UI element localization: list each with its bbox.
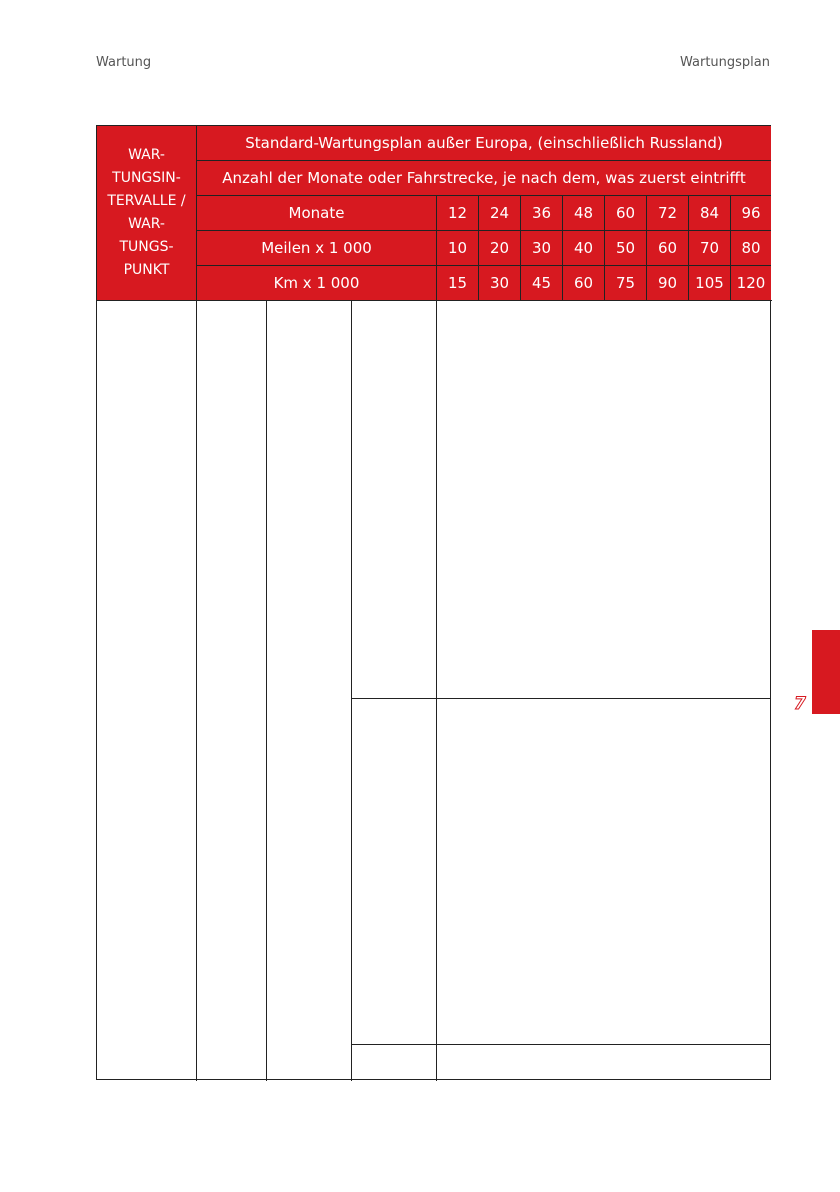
interval-header-line: TUNGS- [119, 239, 174, 255]
km-value: 60 [563, 266, 604, 300]
km-value: 45 [521, 266, 562, 300]
miles-value: 30 [521, 231, 562, 265]
body-column-line [351, 301, 352, 1081]
header-divider [478, 196, 479, 300]
months-value: 96 [731, 196, 771, 230]
miles-value: 70 [689, 231, 730, 265]
interval-header-line: TUNGSIN- [112, 170, 181, 186]
km-value: 105 [689, 266, 730, 300]
months-value: 36 [521, 196, 562, 230]
months-value: 24 [479, 196, 520, 230]
body-row-line [351, 698, 771, 699]
miles-value: 50 [605, 231, 646, 265]
header-divider [196, 160, 771, 161]
months-value: 84 [689, 196, 730, 230]
interval-header-line: WAR- [128, 216, 165, 232]
interval-header-line: TERVALLE / [107, 193, 186, 209]
row-label-miles: Meilen x 1 000 [197, 231, 436, 265]
interval-header-line: PUNKT [123, 262, 170, 278]
schedule-title-cell: Standard-Wartungsplan außer Europa, (einschließlich Russland) [197, 126, 771, 160]
header-divider [604, 196, 605, 300]
miles-value: 10 [437, 231, 478, 265]
body-row-line [351, 1044, 771, 1045]
body-column-line [436, 301, 437, 1081]
header-divider [196, 230, 771, 231]
miles-value: 60 [647, 231, 688, 265]
chapter-tab [812, 630, 840, 714]
running-head-section: Wartung [96, 55, 152, 70]
interval-header-line: WAR- [128, 147, 165, 163]
body-column-line [196, 301, 197, 1081]
miles-value: 40 [563, 231, 604, 265]
header-divider [646, 196, 647, 300]
row-label-km: Km x 1 000 [197, 266, 436, 300]
months-value: 48 [563, 196, 604, 230]
months-value: 12 [437, 196, 478, 230]
header-divider [436, 196, 437, 300]
header-divider [196, 265, 771, 266]
km-value: 90 [647, 266, 688, 300]
months-value: 60 [605, 196, 646, 230]
header-divider [196, 126, 197, 301]
body-column-line [266, 301, 267, 1081]
interval-header-cell [97, 126, 196, 300]
km-value: 30 [479, 266, 520, 300]
row-label-months: Monate [197, 196, 436, 230]
km-value: 120 [731, 266, 771, 300]
miles-value: 80 [731, 231, 771, 265]
schedule-subtitle-cell: Anzahl der Monate oder Fahrstrecke, je nach dem, was zuerst eintrifft [197, 161, 771, 195]
header-divider [520, 196, 521, 300]
body-top-border [97, 300, 772, 301]
header-divider [196, 195, 771, 196]
km-value: 15 [437, 266, 478, 300]
header-divider [688, 196, 689, 300]
running-head-topic: Wartungsplan [679, 55, 770, 70]
chapter-number: 7 [794, 694, 806, 714]
km-value: 75 [605, 266, 646, 300]
miles-value: 20 [479, 231, 520, 265]
header-divider [562, 196, 563, 300]
maintenance-schedule-table [96, 125, 771, 1080]
months-value: 72 [647, 196, 688, 230]
header-divider [730, 196, 731, 300]
